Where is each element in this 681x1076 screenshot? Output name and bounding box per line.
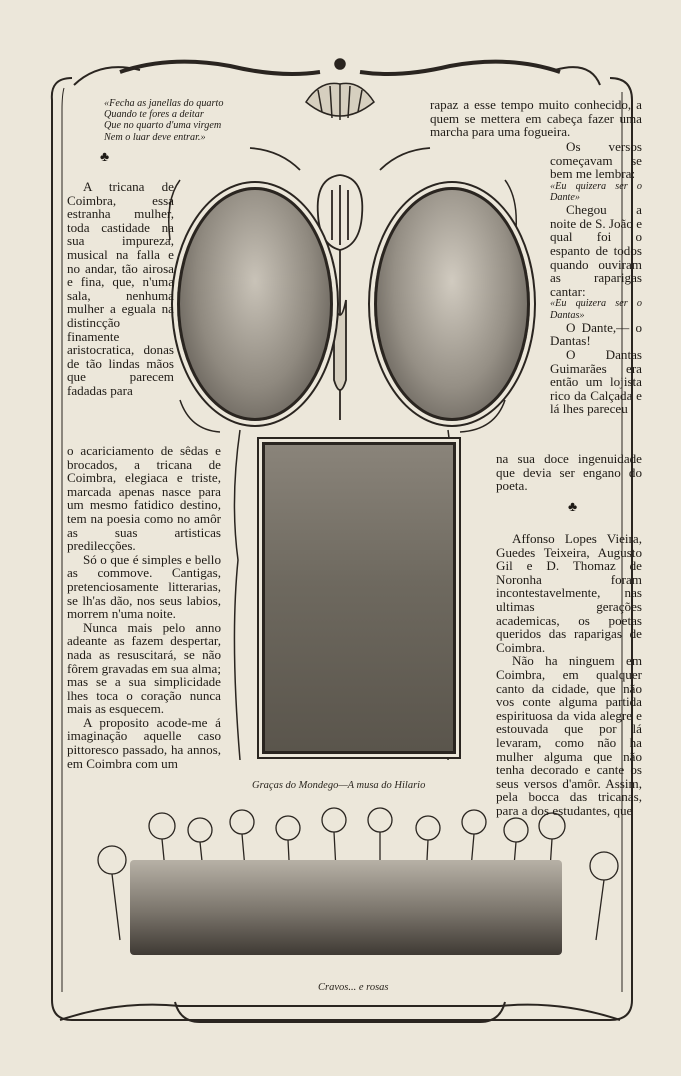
club-icon: ♣: [100, 150, 110, 165]
quote: «Eu quizera ser o Dante»: [550, 180, 642, 203]
caption-bottom: Cravos... e rosas: [318, 982, 389, 993]
photo-group-tricanas: [130, 860, 562, 955]
verse-line: Quando te fores a deitar: [104, 109, 204, 121]
harp-icon: [306, 59, 374, 120]
club-icon: ♣: [568, 500, 578, 515]
paragraph: Só o que é simples e bello as commove. Cantigas, pretenciosamente litterarias, se lh'as dão, nos seus labios, morrem n'uma noite.: [67, 551, 221, 622]
paragraph: Não ha ninguem em Coimbra, em qualquer canto da cidade, que não vos conte alguma partida espirituosa da vida alegre e estouvada que por lá levaram, como não ha mulher alguma que não tenha decorado e cante os seus versos d'amôr. Assim, pela bocca das tricanas, para a dos estudantes, que: [496, 653, 642, 818]
photo-center-tricana: [262, 442, 456, 754]
paragraph: O Dante,— o Dantas!: [550, 319, 642, 349]
verse-line: Que no quarto d'uma virgem: [104, 120, 222, 132]
paragraph: rapaz a esse tempo muito conhecido, a quem se mettera em cabeça fazer uma marcha para uma fogueira.: [430, 97, 642, 140]
photo-oval-right: [374, 187, 530, 421]
verse-line: Nem o luar deve entrar.»: [104, 131, 206, 143]
paragraph: A tricana de Coimbra, essa estranha mulher, toda castidade na sua impureza, musical na falla e no andar, tão airosa e fina, que, n'uma sala, nenhuma mulher a eguala na distincção finamente aristocratica, donas de tão lindas mãos que parecem fadadas para: [67, 179, 174, 398]
paragraph: O Dantas Guimarães era então um lojista rico da Calçada e lá lhes pareceu: [550, 346, 642, 417]
quote: «Eu quizera ser o Dantas»: [550, 298, 642, 321]
right-column-narrow: [550, 140, 642, 416]
paragraph: Affonso Lopes Vieira, Guedes Teixeira, Augusto Gil e D. Thomaz de Noronha foram incontestavelmente, nas ultimas gerações academicas, os poetas queridos das raparigas de Coimbra.: [496, 531, 642, 655]
left-column-wide: [67, 444, 221, 770]
verse-quote: [104, 98, 284, 143]
paragraph: na sua doce ingenuidade que devia ser engano do poeta.: [496, 451, 642, 494]
right-column-lower: [496, 532, 642, 817]
paragraph: Os versos começavam se bem me lembra:: [550, 139, 642, 182]
verse-line: «Fecha as janellas do quarto: [104, 98, 224, 109]
caption-center: Graças do Mondego—A musa do Hilario: [252, 780, 426, 791]
right-column-top: [430, 98, 642, 139]
paragraph: o acariciamento de sêdas e brocados, a tricana de Coimbra, elegiaca e triste, marcada apenas nasce para um mesmo fatidico destino, tem na poesia como no amôr as suas artisticas predilecções.: [67, 443, 221, 554]
paragraph: A proposito acode-me á imaginação aquelle caso pittoresco passado, ha annos, em Coimbra com um: [67, 714, 221, 771]
photo-oval-left: [177, 187, 333, 421]
paragraph: Chegou a noite de S. João e qual foi o espanto de todos quando ouviram as raparigas cantar:: [550, 202, 643, 299]
left-column-narrow: [67, 180, 174, 398]
right-column-mid: [496, 452, 642, 493]
paragraph: Nunca mais pelo anno adeante as fazem despertar, nada as resuscitará, se não fôrem gravadas em sua alma; mas se a sua simplicidade lhes toca o coração nunca mais as esquecem.: [67, 619, 221, 717]
